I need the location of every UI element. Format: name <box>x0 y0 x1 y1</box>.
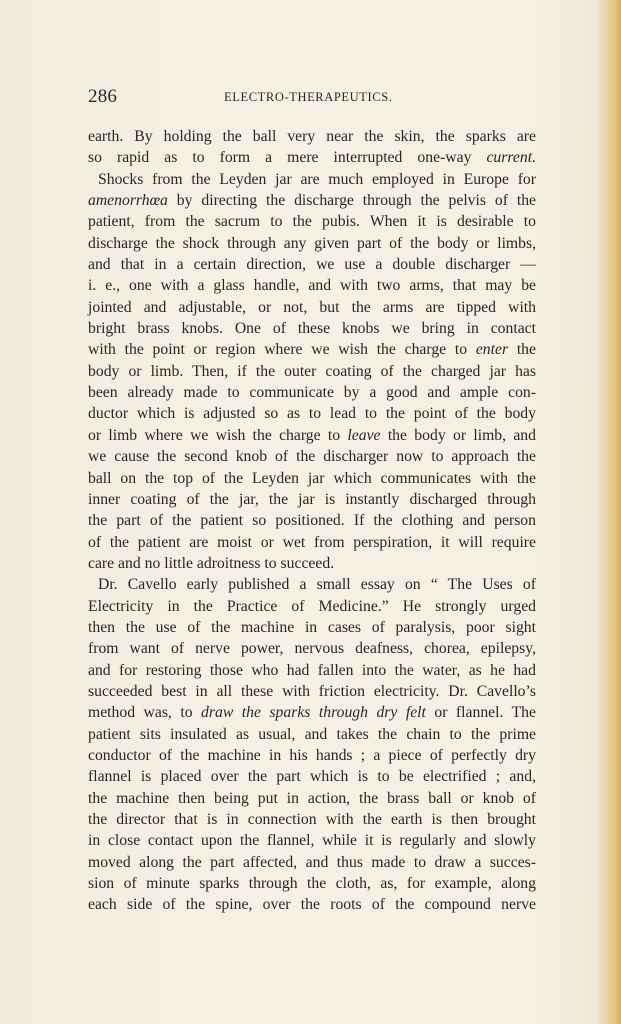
text-segment: patient, from the sacrum to the pubis. When it is desirable to <box>88 213 536 231</box>
text-segment: ball on the top of the Leyden jar which communicates with the <box>88 469 536 487</box>
text-segment: method was, to <box>88 704 202 722</box>
text-line <box>88 190 536 211</box>
text-line <box>88 361 536 382</box>
text-segment: bright brass knobs. One of these knobs we bring in contact <box>88 320 536 338</box>
text-line <box>88 339 536 360</box>
text-line <box>88 638 536 659</box>
text-segment: inner coating of the jar, the jar is instantly discharged through <box>88 490 536 508</box>
text-segment: the body or limb, and <box>380 426 536 444</box>
text-line <box>88 318 536 339</box>
text-segment: so rapid as to form a mere interrupted one-way <box>88 149 487 167</box>
text-line <box>88 724 536 745</box>
text-line <box>88 169 536 190</box>
text-segment: and that in a certain direction, we use a double discharger — <box>88 256 536 274</box>
text-segment: Electricity in the Practice of Medicine.” He strongly urged <box>88 597 536 615</box>
text-segment: by directing the discharge through the pelvis of the <box>167 192 536 210</box>
text-line <box>88 297 536 318</box>
text-line <box>88 852 536 873</box>
text-line <box>88 702 536 723</box>
text-line <box>88 809 536 830</box>
text-line <box>88 403 536 424</box>
text-segment: then the use of the machine in cases of paralysis, poor sight <box>88 618 536 636</box>
text-segment: patient sits insulated as usual, and takes the chain to the prime <box>88 725 536 743</box>
text-line <box>88 211 536 232</box>
text-line <box>88 489 536 510</box>
text-segment: of the patient are moist or wet from perspiration, it will require <box>88 533 536 551</box>
text-segment: earth. By holding the ball very near the skin, the sparks are <box>88 128 536 145</box>
text-segment: ductor which is adjusted so as to lead to the point of the body <box>88 405 536 423</box>
text-line <box>88 510 536 531</box>
text-segment: i. e., one with a glass handle, and with two arms, that may be <box>88 277 536 295</box>
italic-text: enter <box>475 341 509 359</box>
text-segment: succeeded best in all these with friction electricity. Dr. Cavello’s <box>88 682 536 700</box>
text-segment: the director that is in connection with the earth is then brought <box>88 811 536 828</box>
text-line <box>88 894 536 915</box>
text-segment: Dr. Cavello early published a small essay on “ The Uses of <box>98 576 536 594</box>
page-edge <box>609 0 621 1024</box>
text-segment: from want of nerve power, nervous deafness, chorea, epilepsy, <box>88 640 536 658</box>
text-segment: and for restoring those who had fallen into the water, as he had <box>88 661 536 679</box>
text-line <box>88 873 536 894</box>
text-line <box>88 553 536 574</box>
text-line <box>88 766 536 787</box>
text-segment: been already made to communicate by a good and ample con- <box>88 384 536 402</box>
text-line <box>88 681 536 702</box>
text-line <box>88 446 536 467</box>
text-segment: moved along the part affected, and thus made to draw a succes- <box>88 853 536 871</box>
text-segment: sion of minute sparks through the cloth, as, for example, along <box>88 875 536 893</box>
page-number: 286 <box>88 86 118 107</box>
text-segment: jointed and adjustable, or not, but the arms are tipped with <box>88 298 536 316</box>
text-line <box>88 254 536 275</box>
italic-text: draw the sparks through dry felt <box>201 704 426 722</box>
text-line <box>88 275 536 296</box>
text-line <box>88 233 536 254</box>
text-line <box>88 532 536 553</box>
text-segment: or flannel. The <box>425 704 536 722</box>
italic-text: current. <box>486 149 536 167</box>
italic-text: leave <box>347 426 381 444</box>
text-line <box>88 660 536 681</box>
text-line <box>88 745 536 766</box>
text-segment: each side of the spine, over the roots of the compound nerve <box>88 896 536 914</box>
text-segment: the <box>508 341 536 359</box>
italic-text: amenorrhœa <box>88 192 168 210</box>
text-segment: in close contact upon the flannel, while it is regularly and slowly <box>88 832 536 850</box>
text-segment: or limb where we wish the charge to <box>88 426 348 444</box>
text-segment: we cause the second knob of the discharger now to approach the <box>88 448 536 466</box>
text-segment: with the point or region where we wish the charge to <box>88 341 476 359</box>
text-line <box>88 425 536 446</box>
text-line <box>88 126 536 147</box>
body-text <box>88 126 536 916</box>
text-line <box>88 617 536 638</box>
text-segment: the part of the patient so positioned. If the clothing and person <box>88 512 536 530</box>
text-line <box>88 596 536 617</box>
page-header <box>88 86 536 108</box>
text-segment: body or limb. Then, if the outer coating of the charged jar has <box>88 362 536 380</box>
text-line <box>88 468 536 489</box>
text-segment: discharge the shock through any given part of the body or limbs, <box>88 234 536 252</box>
text-line <box>88 382 536 403</box>
text-segment: Shocks from the Leyden jar are much employed in Europe for <box>98 170 536 188</box>
text-segment: conductor of the machine in his hands ; a piece of perfectly dry <box>88 746 536 764</box>
text-segment: care and no little adroitness to succeed. <box>88 554 335 572</box>
text-line <box>88 830 536 851</box>
running-head: ELECTRO-THERAPEUTICS. <box>224 90 393 104</box>
text-segment: flannel is placed over the part which is to be electrified ; and, <box>88 768 536 786</box>
text-segment: the machine then being put in action, the brass ball or knob of <box>88 789 536 807</box>
text-line <box>88 574 536 595</box>
text-line <box>88 147 536 168</box>
text-line <box>88 788 536 809</box>
